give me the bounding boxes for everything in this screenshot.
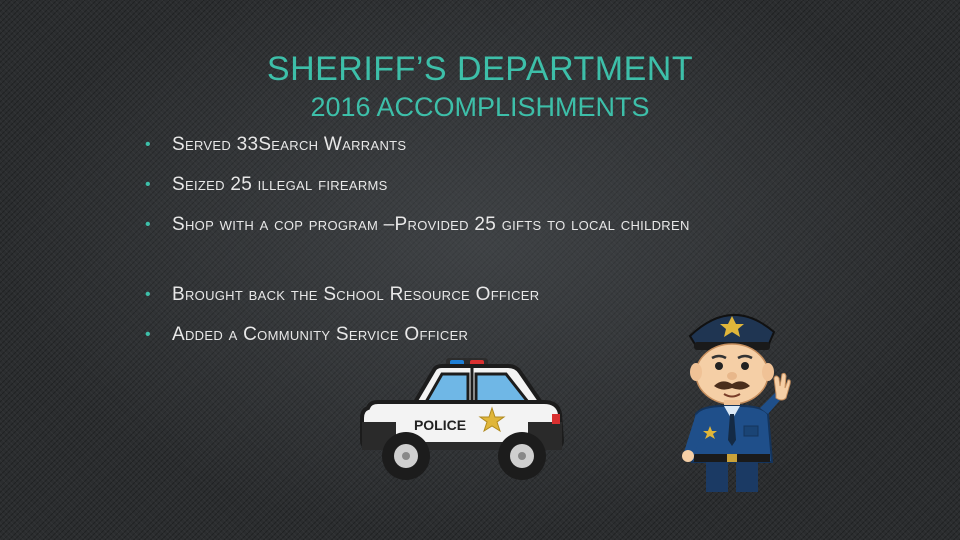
bullet-item: • Served 33Search Warrants — [148, 130, 792, 159]
police-car-icon — [356, 356, 568, 486]
bullet-item: • Shop with a cop program –Provided 25 gifts to local children — [148, 210, 792, 239]
bullet-icon: • — [145, 176, 151, 193]
police-officer-icon — [672, 302, 792, 498]
slide-subtitle: 2016 ACCOMPLISHMENTS — [310, 92, 650, 122]
police-car-label: POLICE — [413, 417, 467, 433]
bullet-item: • Seized 25 illegal firearms — [148, 170, 792, 199]
bullet-icon: • — [145, 216, 151, 233]
bullet-icon: • — [145, 286, 151, 303]
bullet-icon: • — [145, 326, 151, 343]
slide-title: SHERIFF’S DEPARTMENT — [266, 50, 694, 88]
bullet-item: • Added a Community Service Officer — [148, 320, 792, 349]
bullet-icon: • — [145, 136, 151, 153]
bullet-item: • Brought back the School Resource Officer — [148, 280, 792, 309]
